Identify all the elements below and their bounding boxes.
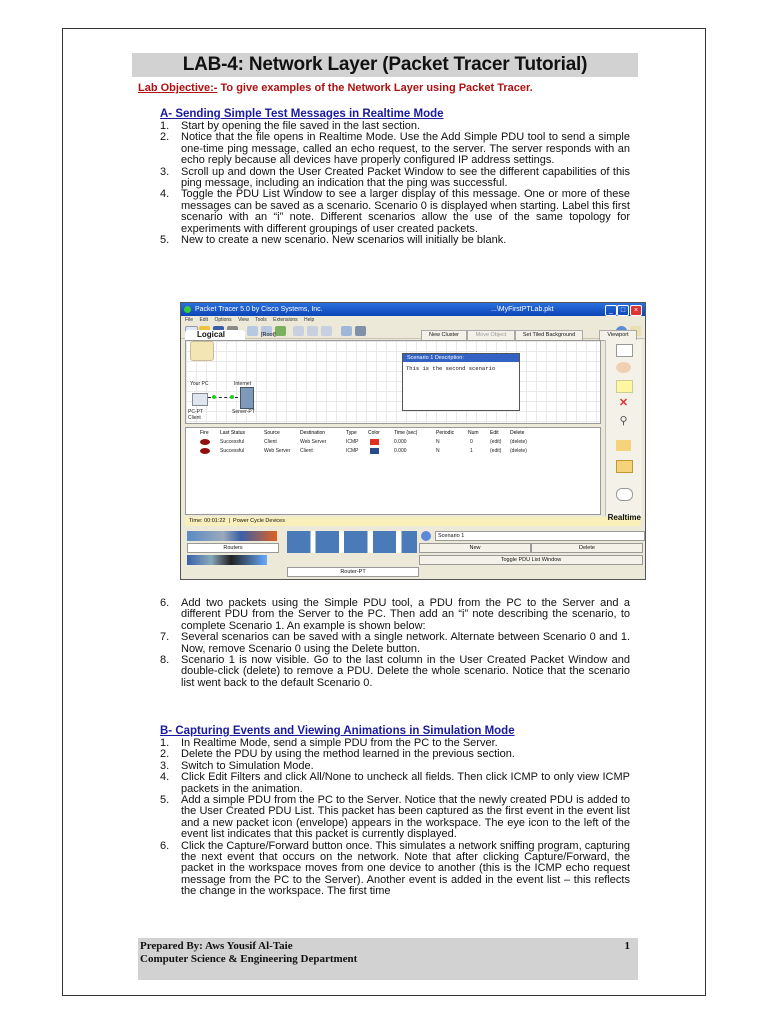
pc-note: Your PC [190, 381, 209, 387]
status-bar: Time: 00:01:22 | Power Cycle Devices [185, 517, 641, 526]
fire-icon[interactable] [200, 439, 210, 445]
table-header: Fire Last Status Source Destination Type Color Time (sec) Periodic Num Edit Delete [200, 430, 525, 436]
server-icon[interactable] [240, 387, 254, 409]
list-item: 4. Click Edit Filters and click All/None to uncheck all fields. Then click ICMP to only view ICMP packets in the animation. [160, 771, 630, 795]
table-row[interactable]: Successful Client Web Server ICMP 0.000 N 0 (edit) (delete) [186, 438, 602, 446]
list-item: 2. Notice that the file opens in Realtime Mode. Use the Add Simple PDU tool to send a simple one-time ping message, called an echo request, to the server. The server responds with an echo reply because all devices have properly configured IP address settings. [160, 131, 630, 167]
device-category-label: Routers [187, 543, 279, 553]
window-titlebar [181, 303, 645, 316]
author: Prepared By: Aws Yousif Al-Taie [140, 940, 293, 952]
color-swatch [370, 448, 379, 454]
file-path: ...\MyFirstPTLab.pkt [491, 306, 554, 313]
window-title: Packet Tracer 5.0 by Cisco Systems, Inc. [195, 306, 323, 313]
close-icon[interactable]: × [630, 305, 642, 316]
table-row[interactable]: Successful Web Server Client ICMP 0.000 N 1 (edit) (delete) [186, 447, 602, 455]
section-a-heading: A- Sending Simple Test Messages in Realtime Mode [160, 108, 444, 120]
scenario-dialog-text: This is the second scenario [406, 365, 496, 372]
scenario-description-dialog[interactable] [402, 353, 520, 411]
scenario-select[interactable]: Scenario 1 [435, 531, 645, 541]
internet-note: Internet [234, 381, 251, 387]
router-models[interactable] [287, 531, 417, 553]
move-object-button[interactable]: Move Object [467, 330, 515, 341]
device-and-scenario-panel [185, 529, 641, 577]
inspect-icon[interactable]: ⚲ [619, 415, 628, 427]
add-simple-pdu-icon[interactable] [616, 440, 631, 451]
set-tiled-background-button[interactable]: Set Tiled Background [515, 330, 583, 341]
device-subtype-icons[interactable] [187, 555, 267, 565]
note-icon[interactable] [616, 380, 633, 393]
selected-device-label: Router-PT [287, 567, 419, 577]
list-item: 2. Delete the PDU by using the method learned in the previous section. [160, 748, 515, 761]
objective-label: Lab Objective:- [138, 82, 218, 94]
toggle-pdu-list-button[interactable]: Toggle PDU List Window [419, 555, 643, 565]
list-item: 6. Add two packets using the Simple PDU tool, a PDU from the PC to the Server and a different PDU from the Server to the PC. Then add an “i” note describing the scenario, to complete Scenario 1. An example is shown below: [160, 597, 630, 632]
new-cluster-button[interactable]: New Cluster [421, 330, 467, 341]
menu-bar[interactable]: File Edit Options View Tools Extensions Help [185, 317, 315, 323]
objective-text: To give examples of the Network Layer using Packet Tracer. [217, 82, 533, 94]
viewport-button[interactable]: Viewport [599, 330, 637, 341]
power-cycle-button[interactable]: Power Cycle Devices [233, 518, 285, 524]
workspace-nav [185, 330, 635, 340]
section-a-steps [160, 121, 630, 246]
root-label: [Root] [261, 332, 276, 338]
list-item: 7. Several scenarios can be saved with a single network. Alternate between Scenario 0 and 1. Now, remove Scenario 0 using the Delete button. [160, 631, 630, 655]
list-item: 6. Click the Capture/Forward button once. This simulates a network sniffing program, capturing the next event that occurs on the network. Note that after clicking Capture/Forward, the packet in the workspace moves from one device to another (this is the ICMP echo request message from the PC to the Server). Another event is added in the event list – this reflects the change in the workspace. The first time [160, 839, 630, 898]
list-item: 5. Add a simple PDU from the PC to the Server. Notice that the newly created PDU is added to the User Created PDU List. This packet has been captured as the first event in the event list and a new packet icon (envelope) appears in the workspace. The eye icon to the left of the event list indicates that this packet is currently displayed. [160, 794, 630, 841]
server-label: Server-PT [232, 409, 255, 415]
section-b-steps [160, 738, 630, 898]
device-type-icons[interactable] [187, 531, 277, 541]
page-title: LAB-4: Network Layer (Packet Tracer Tutorial) [132, 53, 638, 77]
user-created-pdu-list [185, 427, 601, 515]
delete-link[interactable]: (delete) [510, 439, 527, 445]
link-light-icon [230, 395, 234, 399]
list-item: 5. New to create a new scenario. New scenarios will initially be blank. [160, 234, 507, 247]
lab-objective [138, 82, 533, 94]
page-number: 1 [624, 940, 630, 952]
logical-workspace[interactable] [185, 340, 601, 424]
realtime-mode-label[interactable]: Realtime [607, 513, 641, 522]
color-swatch [370, 439, 379, 445]
tab-logical[interactable]: Logical [185, 330, 245, 340]
hand-icon[interactable] [190, 341, 214, 361]
add-complex-pdu-icon[interactable] [616, 460, 633, 473]
list-item: 1. In Realtime Mode, send a simple PDU from the PC to the Server. [160, 737, 498, 749]
list-item: 3. Scroll up and down the User Created Packet Window to see the different capabilities of this ping message, including an indication that the ping was successful. [160, 165, 630, 190]
list-item: 8. Scenario 1 is now visible. Go to the last column in the User Created Packet Window and double-click (delete) to remove a PDU. Delete the whole scenario. Notice that the scenario list went back to the default Scenario 0. [160, 654, 630, 689]
list-item: 1. Start by opening the file saved in the last section. [160, 120, 421, 132]
scenario-info-icon[interactable] [421, 531, 431, 541]
delete-link[interactable]: (delete) [510, 448, 527, 454]
move-layout-icon[interactable] [616, 362, 631, 373]
edit-link[interactable]: (edit) [490, 439, 502, 445]
delete-icon[interactable]: ✕ [618, 397, 629, 409]
section-a-steps-continued [160, 598, 630, 689]
list-item: 3. Switch to Simulation Mode. [160, 759, 314, 772]
list-item: 4. Toggle the PDU List Window to see a larger display of this message. One or more of these messages can be saved as a scenario. Scenario 0 is displayed when starting. Label this first scenario with an “i” note. Different scenarios allow the use of the same topology for experiments with different groupings of user created packets. [160, 188, 630, 235]
delete-scenario-button[interactable]: Delete [531, 543, 643, 553]
packet-tracer-screenshot [180, 302, 646, 580]
department: Computer Science & Engineering Department [140, 953, 358, 965]
pc-label: PC-PT Client [188, 409, 203, 421]
time-display: Time: 00:01:22 [189, 518, 226, 524]
realtime-clock-icon [616, 488, 633, 501]
app-icon [184, 306, 191, 313]
pc-icon[interactable] [192, 393, 208, 406]
link-light-icon [212, 395, 216, 399]
maximize-icon[interactable]: □ [617, 305, 629, 316]
fire-icon[interactable] [200, 448, 210, 454]
edit-link[interactable]: (edit) [490, 448, 502, 454]
page-footer [138, 938, 638, 980]
select-icon[interactable] [616, 344, 633, 357]
section-b-heading: B- Capturing Events and Viewing Animations in Simulation Mode [160, 725, 515, 737]
new-scenario-button[interactable]: New [419, 543, 531, 553]
minimize-icon[interactable]: _ [605, 305, 617, 316]
scenario-dialog-title: Scenario 1 Description: [403, 354, 519, 362]
common-tools-bar [605, 340, 642, 516]
